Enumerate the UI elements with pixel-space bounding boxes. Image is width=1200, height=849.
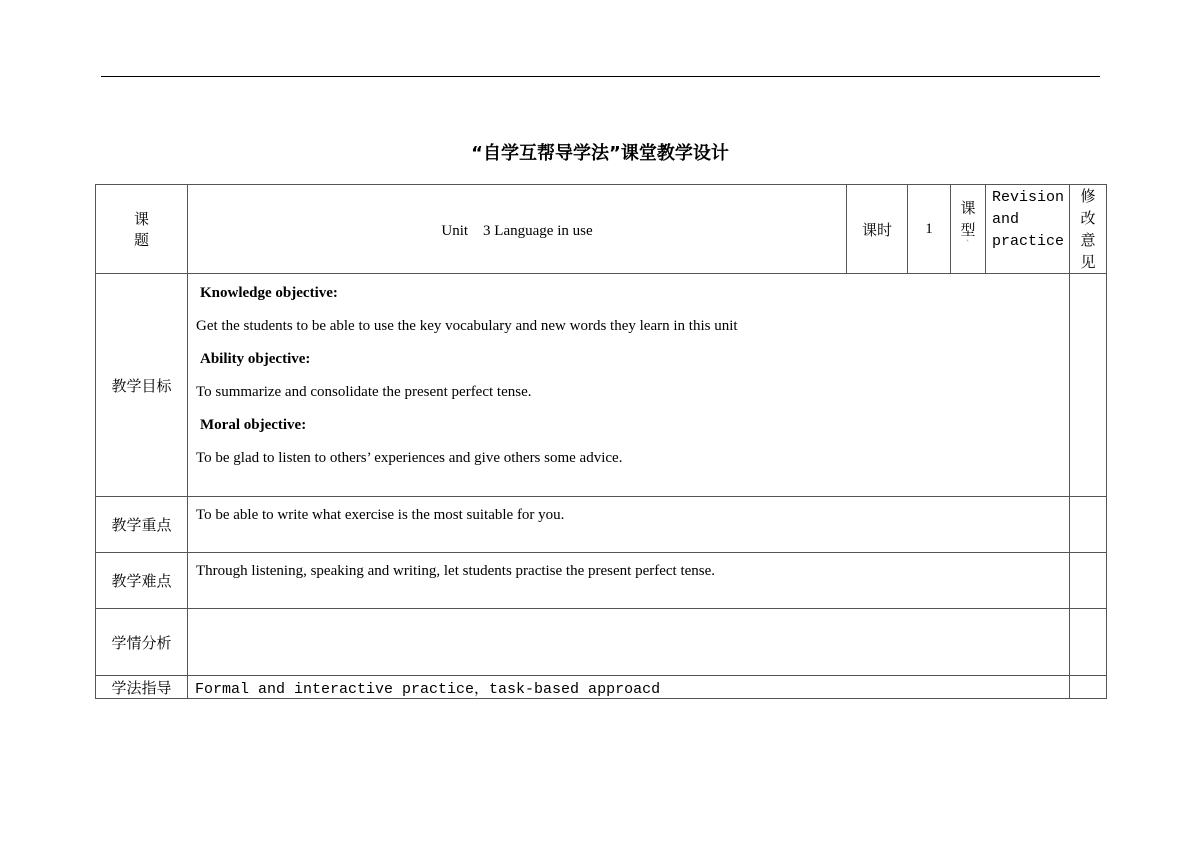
knowledge-text: Get the students to be able to use the key vocabulary and new words they learn in this unit (196, 318, 738, 334)
difficulties-text: Through listening, speaking and writing, let students practise the present perfect tense. (196, 563, 716, 579)
difficulties-revision-cell (1070, 553, 1107, 609)
key-points-label: 教学重点 (96, 497, 188, 553)
ability-heading: Ability objective: (200, 351, 311, 367)
objectives-content (188, 274, 1070, 497)
difficulties-label: 教学难点 (96, 553, 188, 609)
objectives-row (96, 274, 1107, 497)
topic-label: 课 题 (96, 185, 188, 274)
analysis-revision-cell (1070, 609, 1107, 676)
key-points-row (96, 497, 1107, 553)
type-value: Revision and practice (986, 185, 1070, 274)
moral-text: To be glad to listen to others’ experiences and give others some advice. (196, 450, 623, 466)
method-label: 学法指导 (96, 676, 188, 699)
ability-text: To summarize and consolidate the present perfect tense. (196, 384, 532, 400)
revision-label-char: 见 (1080, 253, 1096, 271)
key-points-text: To be able to write what exercise is the most suitable for you. (196, 507, 565, 523)
method-text: Formal and interactive practice，task-based approacd (188, 676, 1070, 699)
analysis-text (188, 609, 1069, 617)
lesson-plan-table (95, 184, 1107, 699)
difficulties-content (188, 553, 1070, 609)
period-value: 1 (908, 185, 951, 274)
key-points-revision-cell (1070, 497, 1107, 553)
revision-label-char: 改 (1080, 209, 1096, 227)
type-label-char: 课 (960, 199, 976, 217)
revision-label-char: 修 (1080, 187, 1096, 205)
analysis-label: 学情分析 (96, 609, 188, 676)
header-row (96, 185, 1107, 274)
document-title: “自学互帮导学法”课堂教学设计 (471, 143, 729, 164)
analysis-content (188, 609, 1070, 676)
revision-label (1070, 185, 1107, 274)
key-points-content (188, 497, 1070, 553)
revision-label-char: 意 (1080, 231, 1096, 249)
type-label-char: 型 (960, 221, 976, 239)
method-revision-cell (1070, 676, 1107, 699)
analysis-row (96, 609, 1107, 676)
type-label (951, 185, 986, 274)
method-row (96, 676, 1107, 699)
header-rule (101, 76, 1100, 77)
topic-value: Unit 3 Language in use (188, 185, 847, 274)
type-tick-mark: ˋ (965, 240, 971, 250)
objectives-label: 教学目标 (96, 274, 188, 497)
difficulties-row (96, 553, 1107, 609)
period-label: 课时 (847, 185, 908, 274)
knowledge-heading: Knowledge objective: (200, 285, 338, 301)
objectives-revision-cell (1070, 274, 1107, 497)
moral-heading: Moral objective: (200, 417, 307, 433)
